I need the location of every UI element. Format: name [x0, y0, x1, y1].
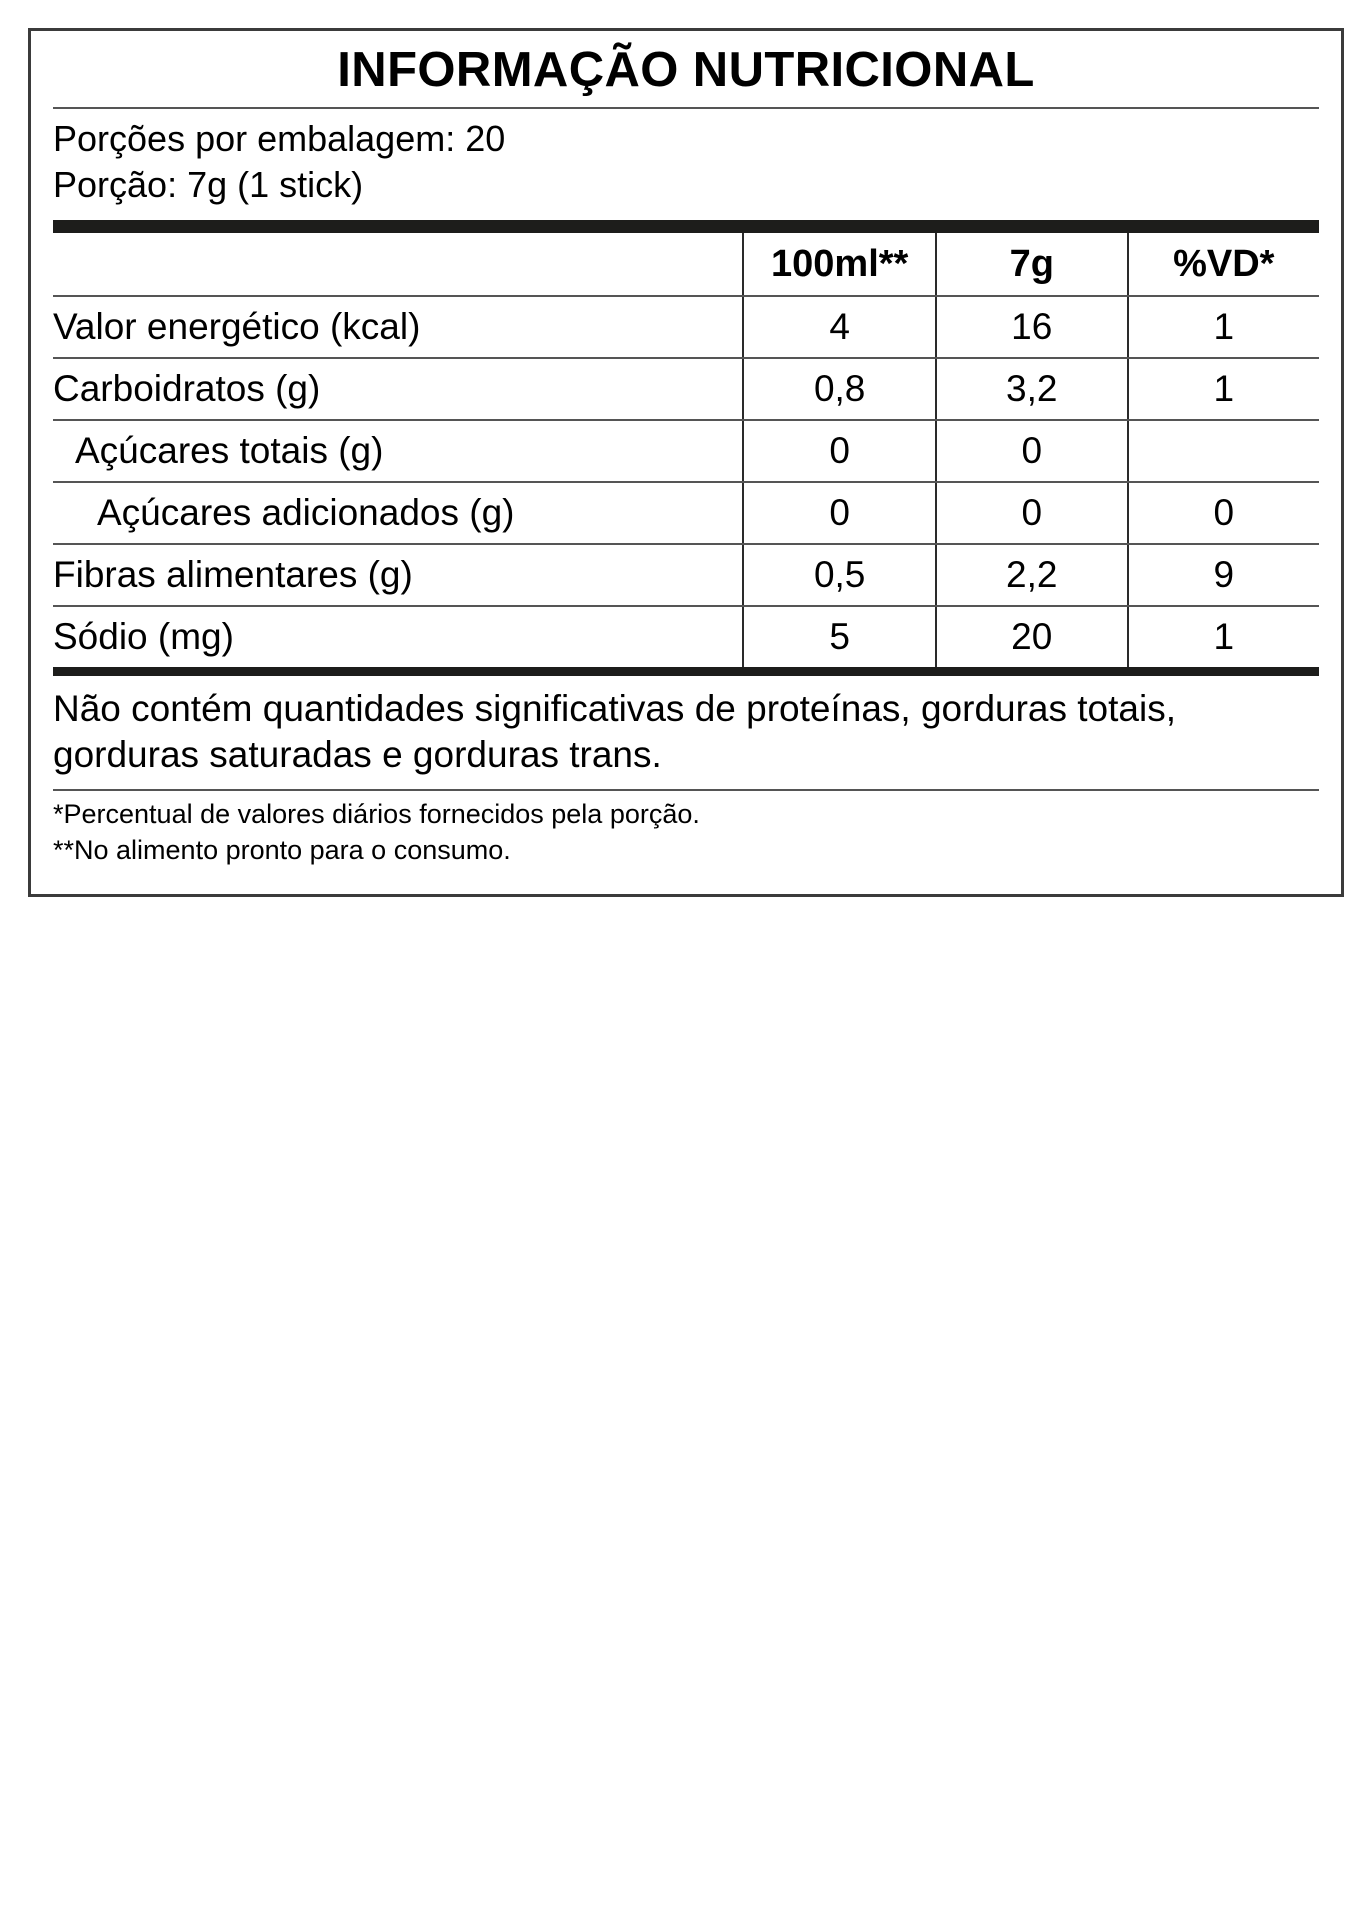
footnote-prepared: **No alimento pronto para o consumo. [53, 834, 511, 865]
nutrient-value-dv: 1 [1128, 358, 1320, 420]
nutrient-value-dv: 1 [1128, 296, 1320, 358]
nutrient-name: Açúcares totais (g) [53, 420, 743, 482]
nutrition-facts-panel [28, 28, 1344, 897]
footnotes [53, 797, 1319, 869]
serving-size: Porção: 7g (1 stick) [53, 164, 364, 206]
table-top-bar [53, 220, 1319, 233]
nutrition-table [53, 233, 1319, 667]
nutrient-name: Açúcares adicionados (g) [53, 482, 743, 544]
column-header-per-serving: 7g [936, 233, 1127, 296]
nutrient-name: Sódio (mg) [53, 616, 234, 658]
nutrient-value-per-serving: 0 [936, 420, 1127, 482]
nutrient-value-per-serving: 3,2 [936, 358, 1127, 420]
nutrient-value-dv: 1 [1128, 606, 1320, 667]
table-row [53, 420, 1319, 482]
nutrient-value-per-100ml: 0 [743, 482, 936, 544]
insignificant-amounts-declaration: Não contém quantidades significativas de proteínas, gorduras totais, gorduras saturadas e gorduras trans. [53, 688, 1176, 776]
nutrient-value-dv: 9 [1128, 544, 1320, 606]
column-header-name [53, 233, 743, 296]
nutrient-name: Fibras alimentares (g) [53, 544, 743, 606]
nutrient-value-per-100ml: 0,8 [743, 358, 936, 420]
table-row [53, 544, 1319, 606]
servings-per-package: Porções por embalagem: 20 [53, 117, 506, 159]
table-row [53, 358, 1319, 420]
nutrient-value-per-100ml: 0,5 [743, 544, 936, 606]
table-row [53, 482, 1319, 544]
table-row [53, 606, 1319, 667]
footnote-divider [53, 789, 1319, 791]
nutrient-value-per-100ml: 4 [743, 296, 936, 358]
nutrient-value-per-serving: 0 [936, 482, 1127, 544]
serving-info [53, 109, 1319, 214]
nutrient-name: Carboidratos (g) [53, 358, 743, 420]
nutrient-value-dv: 0 [1128, 482, 1320, 544]
table-header-row [53, 233, 1319, 296]
nutrient-value-per-100ml: 5 [743, 606, 936, 667]
nutrient-value-per-serving: 16 [936, 296, 1127, 358]
nutrient-value-per-100ml: 0 [743, 420, 936, 482]
column-header-per-100ml: 100ml** [743, 233, 936, 296]
footnote-dv: *Percentual de valores diários fornecidos pela porção. [53, 798, 700, 829]
nutrition-table-body [53, 296, 1319, 667]
table-row [53, 296, 1319, 358]
column-header-dv: %VD* [1128, 233, 1320, 296]
nutrient-value-dv [1128, 420, 1320, 482]
nutrient-name: Valor energético (kcal) [53, 296, 743, 358]
nutrient-value-per-serving: 2,2 [936, 544, 1127, 606]
table-bottom-bar [53, 667, 1319, 676]
nutrient-value-per-serving: 20 [936, 606, 1127, 667]
page-title: INFORMAÇÃO NUTRICIONAL [337, 43, 1035, 97]
